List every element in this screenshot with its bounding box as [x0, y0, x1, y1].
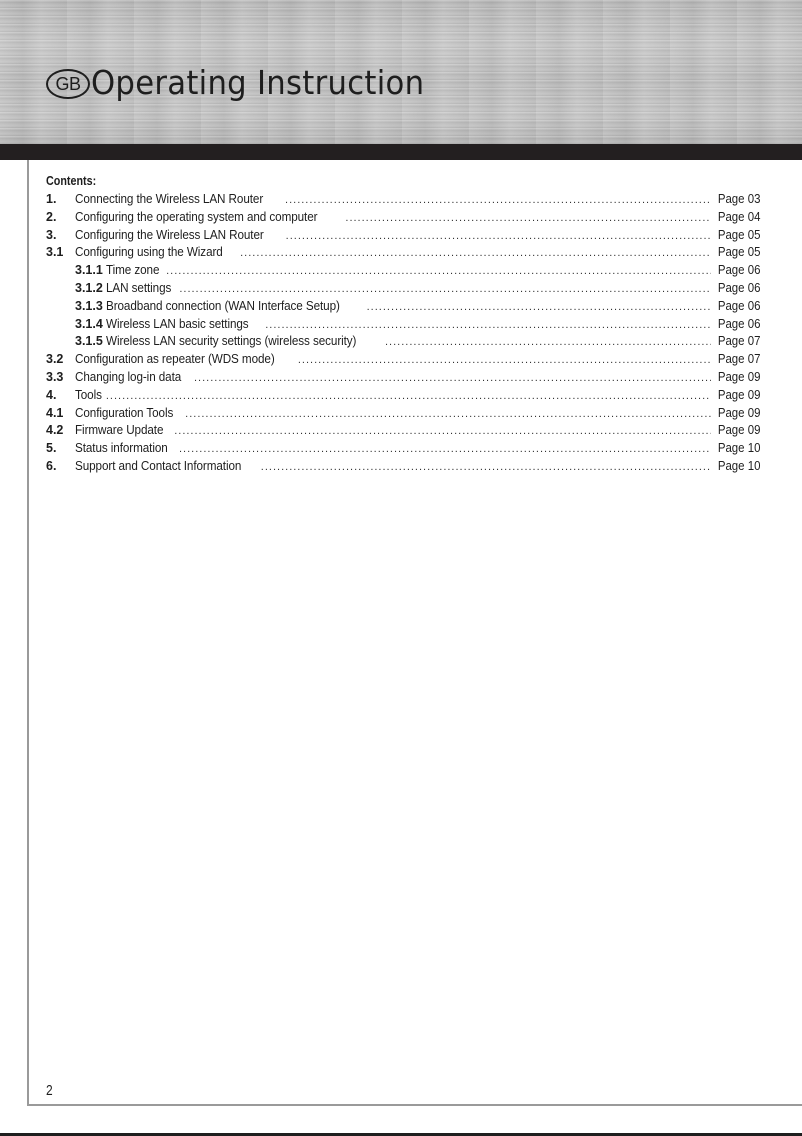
toc-entry[interactable]: [46, 190, 760, 208]
gb-badge-text: GB: [55, 73, 81, 94]
toc-entry-number: 3.1.4: [75, 316, 103, 331]
toc-entry-page: Page 07: [717, 351, 760, 367]
toc-entry[interactable]: [46, 279, 760, 297]
toc-entry-label: Status information: [75, 440, 168, 456]
toc-dot-leader: [261, 459, 711, 477]
toc-entry-page: Page 10: [717, 457, 760, 473]
toc-entry-page: Page 05: [717, 244, 760, 260]
toc-dot-leader: [385, 334, 711, 352]
toc-entry-label: Configuration as repeater (WDS mode): [75, 351, 275, 367]
toc-dot-leader: [286, 228, 711, 246]
toc-subentry-text: [46, 315, 264, 334]
toc-entry[interactable]: [46, 297, 760, 315]
toc-entry-number: 5.: [46, 441, 57, 456]
toc-dot-leader: [367, 299, 711, 317]
toc-entry-page: Page 06: [717, 279, 760, 295]
toc-entry-number: 3.1.3: [75, 298, 103, 313]
header-divider-band: [0, 144, 802, 160]
toc-entry-number: 6.: [46, 458, 57, 473]
toc-entry-label: Configuring the operating system and computer: [75, 208, 318, 224]
toc-entry[interactable]: [46, 350, 760, 368]
toc-dot-leader: [166, 263, 710, 281]
gb-language-badge-icon: [46, 69, 90, 99]
toc-entry-label: Wireless LAN basic settings: [105, 315, 249, 331]
toc-entry-label: LAN settings: [105, 279, 172, 295]
toc-entry-label: Support and Contact Information: [75, 457, 242, 473]
toc-entry[interactable]: [46, 439, 760, 457]
toc-entry-page: Page 06: [717, 297, 760, 313]
toc-entry[interactable]: [46, 261, 760, 279]
page-number: 2: [46, 1082, 53, 1099]
toc-entry-label: Tools: [75, 386, 102, 402]
toc-entry-page: Page 04: [717, 208, 760, 224]
toc-entry[interactable]: [46, 457, 760, 475]
toc-entry[interactable]: [46, 226, 760, 244]
toc-entry-label: Configuring using the Wizard: [75, 244, 223, 260]
toc-entry-label: Broadband connection (WAN Interface Setup): [105, 297, 340, 313]
toc-entry-label: Time zone: [105, 262, 160, 278]
toc-entry-page: Page 09: [717, 386, 760, 402]
toc-entry-page: Page 07: [717, 333, 760, 349]
toc-entry-page: Page 09: [717, 422, 760, 438]
toc-entry-page: Page 06: [717, 315, 760, 331]
toc-entry-label: Configuring the Wireless LAN Router: [75, 226, 264, 242]
toc-dot-leader: [179, 441, 711, 459]
toc-entry-number: 3.3: [46, 369, 64, 384]
toc-subentry-text: [46, 261, 165, 280]
header-banner: [0, 0, 802, 144]
toc-entry-label: Configuration Tools: [75, 404, 174, 420]
toc-entry[interactable]: [46, 208, 760, 226]
toc-dot-leader: [194, 370, 711, 388]
table-of-contents: [46, 173, 760, 475]
toc-entry[interactable]: [46, 243, 760, 261]
toc-entry-number: 4.1: [46, 405, 64, 420]
toc-entry-label: Firmware Update: [75, 422, 164, 438]
page-title: Operating Instruction: [91, 62, 425, 102]
toc-entry-page: Page 09: [717, 404, 760, 420]
toc-entry[interactable]: [46, 315, 760, 333]
toc-subentry-text: [46, 297, 366, 316]
toc-entry[interactable]: [46, 421, 760, 439]
toc-entry[interactable]: [46, 386, 760, 404]
toc-entry-number: 2.: [46, 209, 57, 224]
toc-entry-number: 3.: [46, 227, 57, 242]
toc-entry[interactable]: [46, 404, 760, 422]
toc-dot-leader: [345, 210, 710, 228]
toc-dot-leader: [285, 192, 711, 210]
contents-heading: Contents:: [46, 174, 97, 188]
title-block: [46, 60, 449, 104]
toc-entry-label: Wireless LAN security settings (wireless security): [105, 333, 357, 349]
toc-list: [46, 190, 760, 475]
toc-dot-leader: [106, 388, 711, 406]
toc-entry-page: Page 03: [717, 191, 760, 206]
toc-entry-number: 3.2: [46, 352, 64, 367]
toc-entry-number: 4.: [46, 387, 57, 402]
toc-subentry-text: [46, 332, 384, 351]
toc-entry-label: Changing log-in data: [75, 368, 182, 384]
toc-entry[interactable]: [46, 332, 760, 350]
toc-entry-number: 3.1.1: [75, 263, 103, 278]
toc-entry-number: 3.1.5: [75, 334, 103, 349]
toc-entry-number: 1.: [46, 192, 57, 206]
toc-entry-page: Page 05: [717, 226, 760, 242]
toc-entry[interactable]: [46, 368, 760, 386]
toc-entry-page: Page 10: [717, 440, 760, 456]
toc-entry-number: 3.1.2: [75, 280, 103, 295]
toc-entry-number: 3.1: [46, 245, 64, 260]
bottom-margin-rule: [27, 1104, 802, 1106]
toc-entry-page: Page 06: [717, 262, 760, 278]
toc-entry-label: Connecting the Wireless LAN Router: [75, 191, 264, 206]
left-margin-rule: [27, 160, 29, 1106]
toc-dot-leader: [240, 245, 710, 263]
toc-entry-page: Page 09: [717, 368, 760, 384]
toc-entry-number: 4.2: [46, 423, 64, 438]
toc-subentry-text: [46, 279, 178, 298]
toc-dot-leader: [185, 406, 710, 424]
toc-dot-leader: [298, 352, 711, 370]
toc-dot-leader: [174, 423, 710, 441]
